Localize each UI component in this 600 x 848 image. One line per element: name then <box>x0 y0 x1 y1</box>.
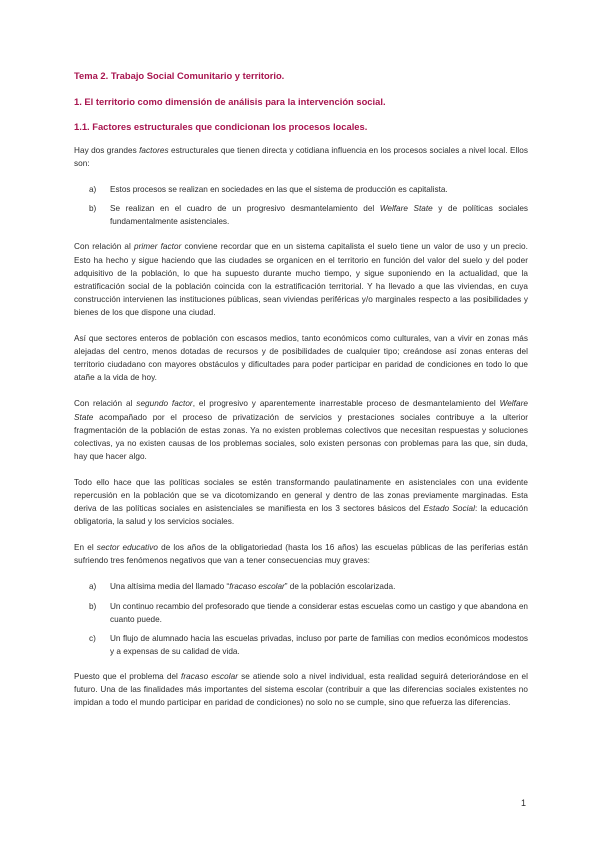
emphasis: Welfare State <box>74 399 528 422</box>
paragraph-conclusion: Puesto que el problema del fracaso escolar se atiende solo a nivel individual, esta realidad seguirá deteriorándose en el futuro. Una de las finalidades más importantes del sistema escolar (contribuir a que las diferencias sociales existentes no impidan a todo el mundo participar en paridad de condiciones) no solo no se cumple, sino que refuerza las diferencias. <box>74 671 528 708</box>
subsection-heading: 1.1. Factores estructurales que condicionan los procesos locales. <box>74 121 368 132</box>
list-marker: a) <box>89 185 97 195</box>
emphasis: Welfare State <box>379 204 433 214</box>
emphasis: fracaso escolar <box>229 582 285 592</box>
document-title: Tema 2. Trabajo Social Comunitario y territorio. <box>74 70 285 81</box>
emphasis: fracaso escolar <box>181 671 239 681</box>
phenomena-list <box>74 580 528 657</box>
list-marker: b) <box>89 204 97 214</box>
emphasis: Estado Social <box>423 504 475 514</box>
list-item: b) Se realizan en el cuadro de un progresivo desmantelamiento del Welfare State y de políticas sociales fundamentalmente asistenciales. <box>89 204 529 227</box>
paragraph-education-sector: En el sector educativo de los años de la obligatoriedad (hasta los 16 años) las escuelas públicas de las periferias están sufriendo tres fenómenos negativos que van a tener consecuencias muy graves: <box>74 543 528 566</box>
list-marker: a) <box>89 582 97 592</box>
paragraph-social-policies: Todo ello hace que las políticas sociales se estén transformando paulatinamente en asistenciales con una evidente repercusión en la población que se va dicotomizando en general y dentro de las zonas previamente marginadas. Esta deriva de las políticas sociales en asistenciales se manifiesta en los 3 sectores básicos del Estado Social: la educación obligatoria, la salud y los servicios sociales. <box>74 477 528 527</box>
paragraph-sectors: Así que sectores enteros de población con escasos medios, tanto económicos como culturales, van a vivir en zonas más alejadas del centro, menos dotadas de recursos y de posibilidades de cualquier tipo; creándose así zonas enteras del territorio ciudadano con mayores obstáculos y dificultades para poder participar en paridad de condiciones en todo lo que atañe a la vida de hoy. <box>74 334 528 383</box>
list-marker: b) <box>89 601 97 611</box>
list-item: a) Una altísima media del llamado “fracaso escolar” de la población escolarizada. <box>74 580 528 593</box>
factors-list <box>74 183 528 228</box>
emphasis: segundo factor <box>136 399 193 409</box>
emphasis: sector educativo <box>96 543 158 553</box>
list-item: b) Un continuo recambio del profesorado que tiende a considerar estas escuelas como un castigo y que abandona en cuanto puede. <box>89 601 528 624</box>
emphasis: primer factor <box>133 242 182 252</box>
paragraph-intro: Hay dos grandes factores estructurales que tienen directa y cotidiana influencia en los procesos sociales a nivel local. Ellos son: <box>74 146 528 169</box>
emphasis: factores <box>139 146 169 155</box>
page-content <box>74 70 528 722</box>
section-heading: 1. El territorio como dimensión de análisis para la intervención social. <box>74 96 386 107</box>
paragraph-second-factor: Con relación al segundo factor, el progresivo y aparentemente inarrestable proceso de desmantelamiento del Welfare State acompañado por el proceso de privatización de servicios y prestaciones sociales contribuye a la ulterior fragmentación de la población de estas zonas. Ya no existen problemas colectivos que necesitan respuestas y soluciones colectivas, ya no existen causas de los problemas sociales, solo existen personas con problemas para las que, sin duda, hay que hacer algo. <box>74 399 528 461</box>
page-number: 1 <box>520 798 526 808</box>
list-item: a) Estos procesos se realizan en sociedades en las que el sistema de producción es capitalista. <box>74 183 528 196</box>
paragraph-first-factor: Con relación al primer factor conviene recordar que en un sistema capitalista el suelo tiene un valor de uso y un precio. Esto ha hecho y sigue haciendo que las ciudades se organicen en el territorio en función del valor del suelo y del poder adquisitivo de la población, lo que ha supuesto durante mucho tiempo, y sigue suponiendo en la actualidad, que la estratificación social de la población coincida con la estratificación territorial. Y ha llevado a que las viviendas, en cuya construcción intervienen las instituciones públicas, sean viviendas periféricas y/o marginales respecto a las posibilidades y bienes de los que dispone una ciudad. <box>74 242 528 317</box>
list-marker: c) <box>89 633 96 643</box>
list-item: c) Un flujo de alumnado hacia las escuelas privadas, incluso por parte de familias con medios económicos modestos y a expensas de su calidad de vida. <box>89 633 528 656</box>
